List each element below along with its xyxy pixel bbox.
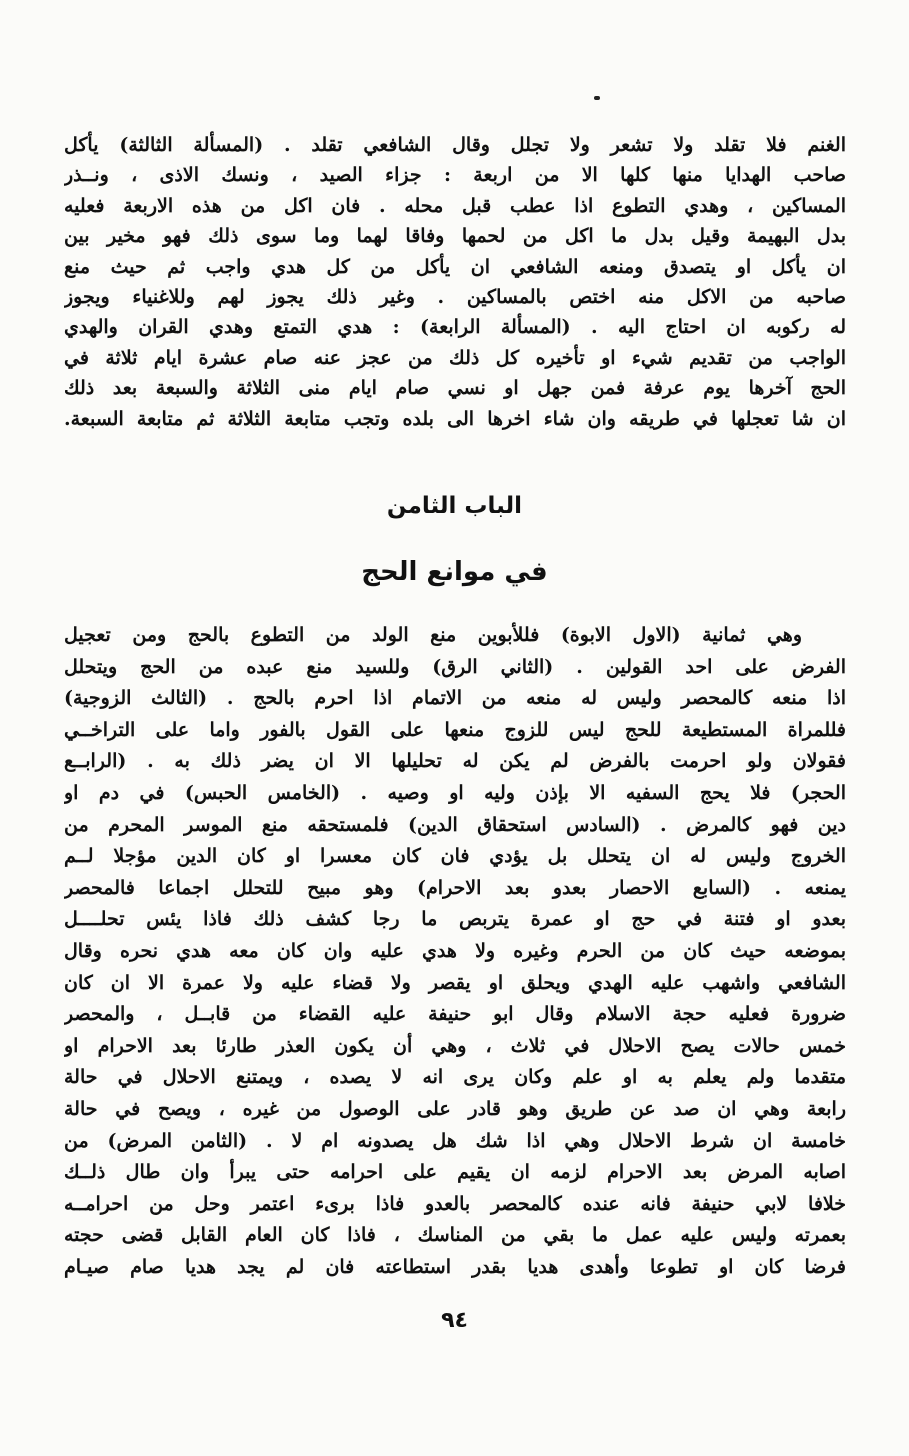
text-line: رابعة وهي ان صد عن طريق وهو قادر على الوصول من غيره ، ويصح في حالة	[64, 1097, 846, 1120]
top-paragraph	[64, 130, 846, 434]
text-line: صاحب الهدايا منها كلها الا من اربعة : جزاء الصيد ، ونسك الاذى ، ونــذر	[64, 164, 846, 187]
text-line: بعمرته وليس عليه عمل ما بقي من المناسك ، فاذا كان العام القابل قضى حجته	[64, 1224, 846, 1247]
text-line: بموضعه حيث كان من الحرم وغيره ولا هدي عليه وان كان معه هدي نحره وقال	[64, 939, 846, 962]
page-number: ٩٤	[441, 1308, 468, 1333]
text-line: ضرورة فعليه حجة الاسلام وقال ابو حنيفة عليه القضاء من قابــل ، والمحصر	[64, 1003, 846, 1026]
text-line: اذا منعه كالمحصر وليس له منعه من الاتمام اذا احرم بالحج . (الثالث الزوجية)	[64, 687, 846, 710]
ink-speck	[594, 96, 600, 100]
text-line: وهي ثمانية (الاول الابوة) فللأبوين منع الولد من التطوع بالحج ومن تعجيل	[64, 624, 802, 646]
text-line: الشافعي واشهب عليه الهدي ويحلق او يقصر ولا قضاء عليه ولا عمرة الا ان كان	[64, 971, 846, 994]
text-line: ان شا تعجلها في طريقه وان شاء اخرها الى بلده وتجب متابعة الثلاثة ثم متابعة السبعة.	[64, 407, 846, 430]
text-line: خمس حالات يصح الاحلال في ثلاث ، وهي أن يكون العذر طارئا بعد الاحرام او	[64, 1034, 846, 1057]
text-line: الخروج وليس له ان يتحلل بل يؤدي فان كان معسرا او كان الدين مؤجلا لــم	[64, 845, 846, 868]
text-line: يمنعه . (السابع الاحصار بعدو بعد الاحرام) وهو مبيح للتحلل اجماعا فالمحصر	[64, 876, 846, 899]
text-line: اصابه المرض بعد الاحرام لزمه ان يقيم على احرامه حتى يبرأ وان طال ذلــك	[64, 1161, 846, 1184]
text-line: الغنم فلا تقلد ولا تشعر ولا تجلل وقال الشافعي تقلد . (المسألة الثالثة) يأكل	[64, 134, 846, 156]
text-line: فللمراة المستطيعة للحج ليس للزوج منعها على القول بالفور واما على التراخــي	[64, 718, 846, 741]
body-paragraph	[64, 620, 846, 1283]
text-line: خلافا لابي حنيفة فانه عنده كالمحصر بالعدو فاذا برىء اعتمر وحل من احرامــه	[64, 1192, 846, 1215]
chapter-title: الباب الثامن	[386, 493, 523, 519]
text-line: دين فهو كالمرض . (السادس استحقاق الدين) فلمستحقه منع الموسر المحرم من	[64, 813, 846, 836]
text-line: بعدو او فتنة في حج او عمرة يتربص ما رجا كشف ذلك فاذا يئس تحلــــل	[64, 908, 846, 931]
text-line: صاحبه من الاكل منه اختص بالمساكين . وغير ذلك يجوز لهم وللاغنياء ويجوز	[64, 285, 846, 308]
chapter-subtitle: في موانع الحج	[361, 557, 548, 587]
text-line: فرضا كان او تطوعا وأهدى هديا بقدر استطاعته فان لم يجد هديا صام صيـام	[64, 1255, 846, 1278]
text-line: بدل البهيمة وقيل بدل ما اكل من لحمها وفاقا لهما وما سوى ذلك فهو مخير بين	[64, 225, 846, 248]
text-line: متقدما ولم يعلم به او علم وكان يرى انه لا يصده ، ويمتنع الاحلال في حالة	[64, 1066, 846, 1089]
text-line: خامسة ان شرط الاحلال وهي اذا شك هل يصدونه ام لا . (الثامن المرض) من	[64, 1129, 846, 1152]
text-line: ان يأكل او يتصدق ومنعه الشافعي ان يأكل من كل هدي واجب ثم حيث منع	[64, 255, 846, 278]
text-line: الحجر) فلا يحج السفيه الا بإذن وليه او وصيه . (الخامس الحبس) في دم او	[64, 781, 846, 804]
text-line: له ركوبه ان احتاج اليه . (المسألة الرابعة) : هدي التمتع وهدي القران والهدي	[64, 316, 846, 339]
text-line: فقولان ولو احرمت بالفرض لم يكن له تحليلها الا ان يضر ذلك به . (الرابــع	[64, 750, 846, 773]
text-line: الفرض على احد القولين . (الثاني الرق) وللسيد منع عبده من الحج ويتحلل	[64, 655, 846, 678]
text-line: المساكين ، وهدي التطوع اذا عطب قبل محله . فان اكل من هذه الاربعة فعليه	[64, 194, 846, 217]
text-line: الواجب من تقديم شيء او تأخيره كل ذلك من عجز عنه صام عشرة ايام ثلاثة في	[64, 346, 846, 369]
text-line: الحج آخرها يوم عرفة فمن جهل او نسي صام ايام منى الثلاثة والسبعة بعد ذلك	[64, 377, 846, 400]
